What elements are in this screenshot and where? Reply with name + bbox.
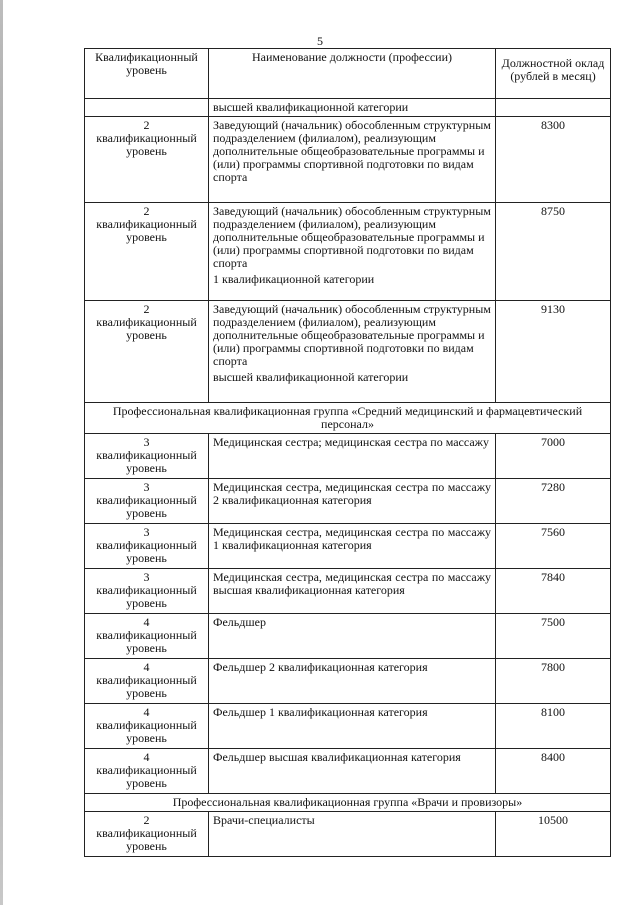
level-text: квалификационный уровень — [96, 315, 197, 342]
position-cell: Фельдшер — [209, 614, 496, 659]
level-cell — [85, 749, 209, 794]
table-row — [85, 812, 611, 857]
position-cell — [209, 117, 496, 203]
group-row — [85, 794, 611, 812]
level-cell — [85, 117, 209, 203]
header-salary: Должностной оклад (рублей в месяц) — [496, 49, 611, 99]
position-cell: Фельдшер высшая квалификационная категория — [209, 749, 496, 794]
level-cell — [85, 434, 209, 479]
table-row — [85, 704, 611, 749]
header-position: Наименование должности (профессии) — [209, 49, 496, 99]
group-title-doctors: Профессиональная квалификационная группа «Врачи и провизоры» — [85, 794, 611, 812]
position-cell: Врачи-специалисты — [209, 812, 496, 857]
level-cell — [85, 301, 209, 403]
level-cell — [85, 812, 209, 857]
salary-cell: 7000 — [496, 434, 611, 479]
position-cell: Медицинская сестра, медицинская сестра по массажу высшая квалификационная категория — [209, 569, 496, 614]
level-text: квалификационный уровень — [96, 718, 197, 745]
salary-cell: 7500 — [496, 614, 611, 659]
level-cell — [85, 704, 209, 749]
level-cell — [85, 569, 209, 614]
level-cell — [85, 479, 209, 524]
header-level: Квалификационный уровень — [85, 49, 209, 99]
salary-cell: 10500 — [496, 812, 611, 857]
level-cell — [85, 659, 209, 704]
table-row — [85, 659, 611, 704]
level-number: 4 — [143, 705, 150, 719]
salary-cell: 7280 — [496, 479, 611, 524]
group-title-medical: Профессиональная квалификационная группа «Средний медицинский и фармацевтический персонал» — [85, 403, 611, 434]
level-number: 4 — [143, 660, 150, 674]
level-number: 2 — [143, 118, 150, 132]
position-name: Заведующий (начальник) обособленным структурным подразделением (филиалом), реализующим дополнительные общеобразовательные программы и (или) программы спортивной подготовки по видам спорта — [213, 118, 491, 184]
salary-cell: 8400 — [496, 749, 611, 794]
level-number: 3 — [143, 525, 150, 539]
table-row — [85, 301, 611, 403]
position-cell: Фельдшер 2 квалификационная категория — [209, 659, 496, 704]
salary-cell: 7560 — [496, 524, 611, 569]
page-number: 5 — [317, 34, 323, 48]
table-row — [85, 479, 611, 524]
level-text: квалификационный уровень — [96, 583, 197, 610]
level-number: 3 — [143, 570, 150, 584]
continuation-text: высшей квалификационной категории — [209, 99, 496, 117]
level-number: 4 — [143, 615, 150, 629]
scan-edge — [0, 0, 3, 905]
level-text: квалификационный уровень — [96, 131, 197, 158]
table-row — [85, 434, 611, 479]
continuation-row — [85, 99, 611, 117]
level-number: 2 — [143, 813, 150, 827]
salary-table — [84, 48, 611, 857]
position-cell: Медицинская сестра, медицинская сестра по массажу 2 квалификационная категория — [209, 479, 496, 524]
level-text: квалификационный уровень — [96, 538, 197, 565]
position-cell — [209, 203, 496, 301]
level-text: квалификационный уровень — [96, 448, 197, 475]
level-number: 2 — [143, 204, 150, 218]
level-number: 3 — [143, 480, 150, 494]
level-text: квалификационный уровень — [96, 493, 197, 520]
position-cell: Фельдшер 1 квалификационная категория — [209, 704, 496, 749]
table-row — [85, 117, 611, 203]
level-text: квалификационный уровень — [96, 217, 197, 244]
table-row — [85, 614, 611, 659]
position-name: Заведующий (начальник) обособленным структурным подразделением (филиалом), реализующим дополнительные общеобразовательные программы и (или) программы спортивной подготовки по видам спорта — [213, 302, 491, 368]
level-number: 4 — [143, 750, 150, 764]
level-text: квалификационный уровень — [96, 826, 197, 853]
level-text: квалификационный уровень — [96, 628, 197, 655]
level-number: 2 — [143, 302, 150, 316]
salary-cell: 7840 — [496, 569, 611, 614]
level-text: квалификационный уровень — [96, 763, 197, 790]
level-cell — [85, 614, 209, 659]
table-row — [85, 569, 611, 614]
position-category: высшей квалификационной категории — [213, 370, 409, 384]
salary-cell: 9130 — [496, 301, 611, 403]
position-cell: Медицинская сестра, медицинская сестра по массажу 1 квалификационная категория — [209, 524, 496, 569]
position-category: 1 квалификационной категории — [213, 272, 375, 286]
level-text: квалификационный уровень — [96, 673, 197, 700]
salary-cell: 8300 — [496, 117, 611, 203]
level-cell — [85, 524, 209, 569]
table-header-row — [85, 49, 611, 99]
table-row — [85, 203, 611, 301]
salary-cell: 8100 — [496, 704, 611, 749]
salary-cell: 7800 — [496, 659, 611, 704]
group-row — [85, 403, 611, 434]
position-name: Заведующий (начальник) обособленным структурным подразделением (филиалом), реализующим дополнительные общеобразовательные программы и (или) программы спортивной подготовки по видам спорта — [213, 204, 491, 270]
level-cell — [85, 203, 209, 301]
position-cell: Медицинская сестра; медицинская сестра по массажу — [209, 434, 496, 479]
salary-cell: 8750 — [496, 203, 611, 301]
table-row — [85, 749, 611, 794]
level-number: 3 — [143, 435, 150, 449]
position-cell — [209, 301, 496, 403]
table-row — [85, 524, 611, 569]
